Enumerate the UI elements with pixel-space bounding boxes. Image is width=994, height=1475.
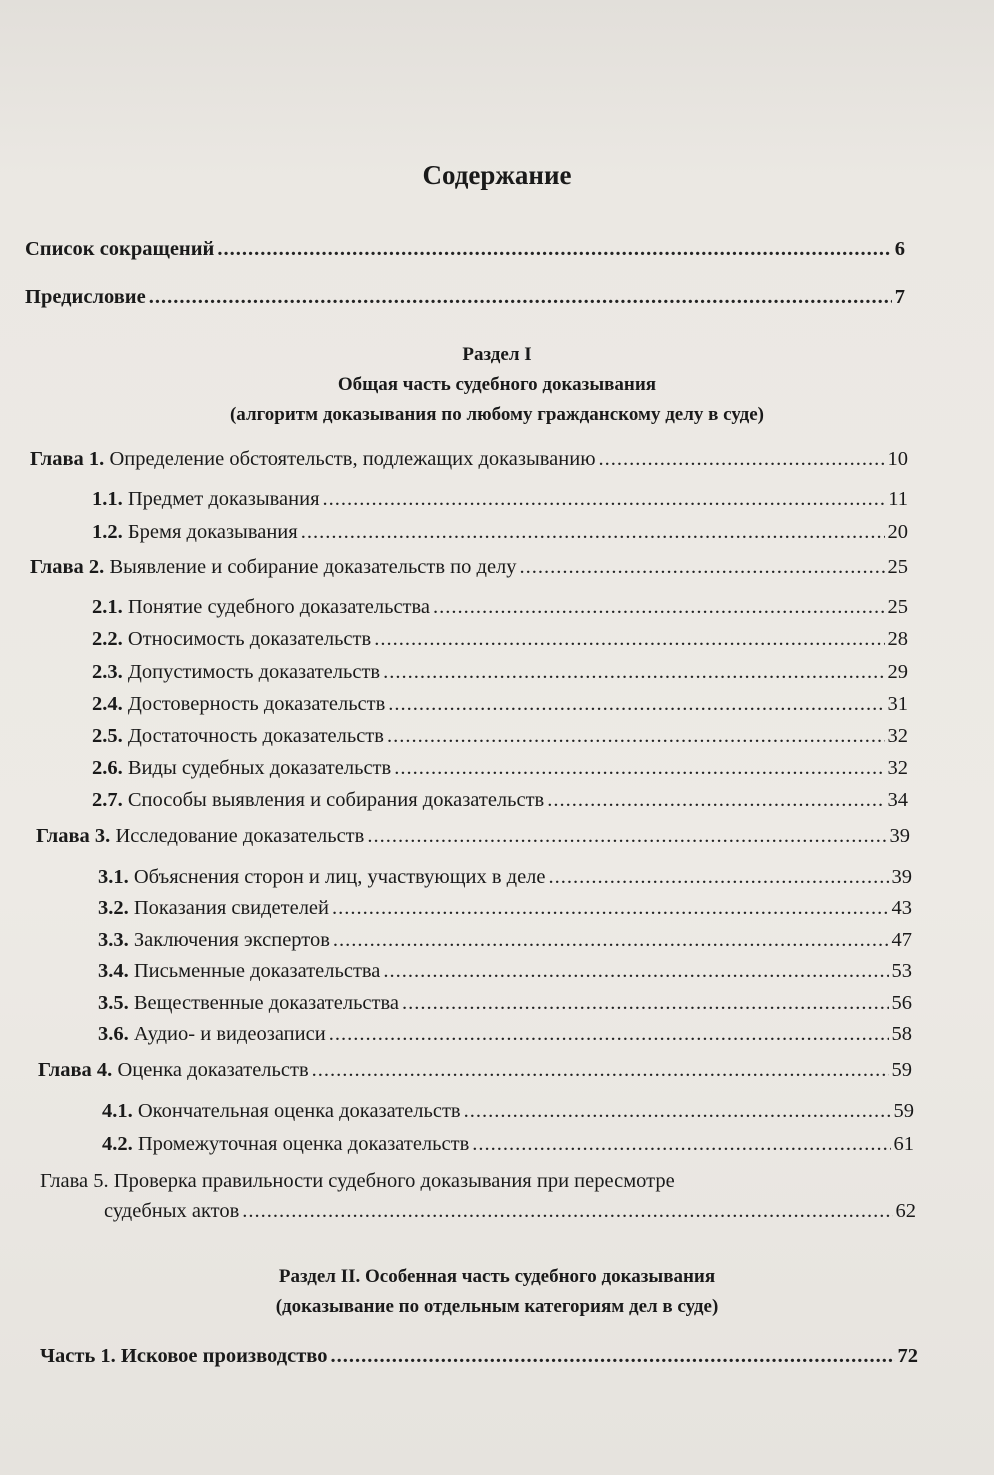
subitem-title: Показания свидетелей (133, 897, 330, 919)
toc-page-number: 43 (891, 897, 912, 919)
toc-entry-abbreviations[interactable] (25, 238, 905, 261)
chapter-title: Исследование доказательств (115, 825, 365, 847)
toc-page-number: 25 (887, 556, 908, 578)
toc-page-number: 32 (887, 725, 908, 747)
subitem-number: 3.6. (98, 1023, 129, 1045)
subitem-number: 2.1. (92, 596, 123, 618)
leader-dots (367, 825, 886, 848)
toc-entry-label: Часть 1. Исковое производство (40, 1345, 328, 1367)
leader-dots (149, 286, 892, 309)
leader-dots (383, 960, 888, 983)
subitem-title: Бремя доказывания (127, 521, 298, 543)
chapter-title: Оценка доказательств (117, 1059, 309, 1081)
subitem-number: 3.2. (98, 897, 129, 919)
toc-page-number: 31 (887, 693, 908, 715)
subitem-title: Объяснения сторон и лиц, участвующих в деле (133, 866, 546, 888)
toc-page-number: 7 (894, 286, 905, 308)
subitem-number: 2.7. (92, 789, 123, 811)
subitem-title: Заключения экспертов (133, 929, 330, 951)
leader-dots (433, 596, 884, 619)
toc-subitem[interactable] (98, 929, 912, 952)
subitem-title: Достоверность доказательств (127, 693, 386, 715)
toc-subitem[interactable] (92, 596, 908, 619)
subitem-number: 4.2. (102, 1133, 133, 1155)
leader-dots (402, 992, 889, 1015)
leader-dots (242, 1200, 892, 1223)
toc-chapter-4[interactable] (38, 1059, 912, 1082)
toc-subitem[interactable] (98, 866, 912, 889)
subitem-title: Предмет доказывания (127, 488, 320, 510)
section-subtitle: (доказывание по отдельным категориям дел в суде) (275, 1296, 719, 1317)
toc-page-number: 39 (889, 825, 910, 847)
toc-subitem[interactable] (102, 1133, 914, 1156)
toc-page-number: 34 (887, 789, 908, 811)
leader-dots (217, 238, 891, 261)
leader-dots (599, 448, 885, 471)
toc-entry-label: Предисловие (25, 286, 146, 308)
subitem-number: 4.1. (102, 1100, 133, 1122)
subitem-number: 3.5. (98, 992, 129, 1014)
chapter-title: Выявление и собирание доказательств по делу (109, 556, 517, 578)
toc-subitem[interactable] (98, 960, 912, 983)
subitem-title: Допустимость доказательств (127, 661, 381, 683)
chapter-number: Глава 3. (36, 825, 111, 847)
subitem-number: 1.2. (92, 521, 123, 543)
toc-page-number: 47 (891, 929, 912, 951)
chapter-number: Глава 1. (30, 448, 105, 470)
toc-page-number: 6 (894, 238, 905, 260)
toc-page-number: 10 (887, 448, 908, 470)
leader-dots (323, 488, 886, 511)
leader-dots (383, 661, 884, 684)
toc-page-number: 28 (887, 628, 908, 650)
toc-subitem[interactable] (92, 693, 908, 716)
toc-page-number: 53 (891, 960, 912, 982)
section-subtitle: (алгоритм доказывания по любому гражданскому делу в суде) (229, 404, 765, 425)
toc-page-number: 58 (891, 1023, 912, 1045)
toc-chapter-2[interactable] (30, 556, 908, 579)
section-title: Раздел II. Особенная часть судебного доказывания (278, 1266, 716, 1287)
leader-dots (329, 1023, 889, 1046)
subitem-title: Окончательная оценка доказательств (137, 1100, 461, 1122)
toc-page-number: 39 (891, 866, 912, 888)
toc-subitem[interactable] (92, 725, 908, 748)
subitem-number: 3.4. (98, 960, 129, 982)
subitem-number: 2.5. (92, 725, 123, 747)
leader-dots (301, 521, 885, 544)
toc-title: Содержание (422, 160, 572, 190)
leader-dots (332, 897, 888, 920)
toc-page-number: 61 (893, 1133, 914, 1155)
leader-dots (333, 929, 889, 952)
toc-subitem[interactable] (92, 661, 908, 684)
subitem-title: Способы выявления и собирания доказательств (127, 789, 545, 811)
subitem-title: Виды судебных доказательств (127, 757, 392, 779)
toc-page-number: 25 (887, 596, 908, 618)
chapter-number: Глава 5. (40, 1170, 109, 1192)
toc-page-number: 56 (891, 992, 912, 1014)
toc-part-1[interactable] (40, 1345, 918, 1368)
leader-dots (388, 693, 884, 716)
toc-page-number: 32 (887, 757, 908, 779)
leader-dots (312, 1059, 889, 1082)
leader-dots (520, 556, 885, 579)
toc-page-number: 11 (888, 488, 908, 510)
toc-entry-label: Список сокращений (25, 238, 215, 260)
toc-subitem[interactable] (92, 757, 908, 780)
subitem-title: Промежуточная оценка доказательств (137, 1133, 470, 1155)
toc-entry-preface[interactable] (25, 286, 905, 309)
subitem-number: 2.6. (92, 757, 123, 779)
leader-dots (394, 757, 884, 780)
section-heading: Раздел I (462, 344, 532, 365)
toc-chapter-3[interactable] (36, 825, 910, 848)
leader-dots (549, 866, 889, 889)
leader-dots (472, 1133, 890, 1156)
toc-chapter-5-title[interactable] (40, 1170, 675, 1193)
leader-dots (464, 1100, 891, 1123)
toc-page-number: 59 (893, 1100, 914, 1122)
leader-dots (547, 789, 884, 812)
subitem-title: Аудио- и видеозаписи (133, 1023, 326, 1045)
chapter-number: Глава 2. (30, 556, 105, 578)
toc-page-number: 20 (887, 521, 908, 543)
leader-dots (387, 725, 885, 748)
toc-page-number: 59 (891, 1059, 912, 1081)
toc-subitem[interactable] (98, 1023, 912, 1046)
subitem-number: 2.4. (92, 693, 123, 715)
toc-page-number: 29 (887, 661, 908, 683)
toc-page-number: 62 (895, 1200, 916, 1222)
subitem-title: Понятие судебного доказательства (127, 596, 431, 618)
section-title: Общая часть судебного доказывания (337, 374, 657, 395)
toc-page-number: 72 (897, 1345, 918, 1367)
chapter-title-continuation: судебных актов (104, 1200, 240, 1222)
subitem-number: 2.2. (92, 628, 123, 650)
toc-chapter-1[interactable] (30, 448, 908, 471)
toc-subitem[interactable] (92, 521, 908, 544)
toc-subitem[interactable] (92, 488, 908, 511)
chapter-number: Глава 4. (38, 1059, 113, 1081)
subitem-number: 3.3. (98, 929, 129, 951)
toc-subitem[interactable] (102, 1100, 914, 1123)
leader-dots (330, 1345, 894, 1368)
toc-subitem[interactable] (92, 628, 908, 651)
subitem-title: Относимость доказательств (127, 628, 372, 650)
subitem-number: 3.1. (98, 866, 129, 888)
subitem-title: Достаточность доказательств (127, 725, 384, 747)
toc-subitem[interactable] (98, 992, 912, 1015)
chapter-title: Определение обстоятельств, подлежащих доказыванию (109, 448, 596, 470)
toc-chapter-5[interactable] (104, 1200, 916, 1223)
subitem-number: 1.1. (92, 488, 123, 510)
chapter-title: Проверка правильности судебного доказывания при пересмотре (113, 1170, 675, 1192)
leader-dots (374, 628, 884, 651)
subitem-number: 2.3. (92, 661, 123, 683)
subitem-title: Вещественные доказательства (133, 992, 399, 1014)
toc-subitem[interactable] (92, 789, 908, 812)
subitem-title: Письменные доказательства (133, 960, 381, 982)
toc-subitem[interactable] (98, 897, 912, 920)
